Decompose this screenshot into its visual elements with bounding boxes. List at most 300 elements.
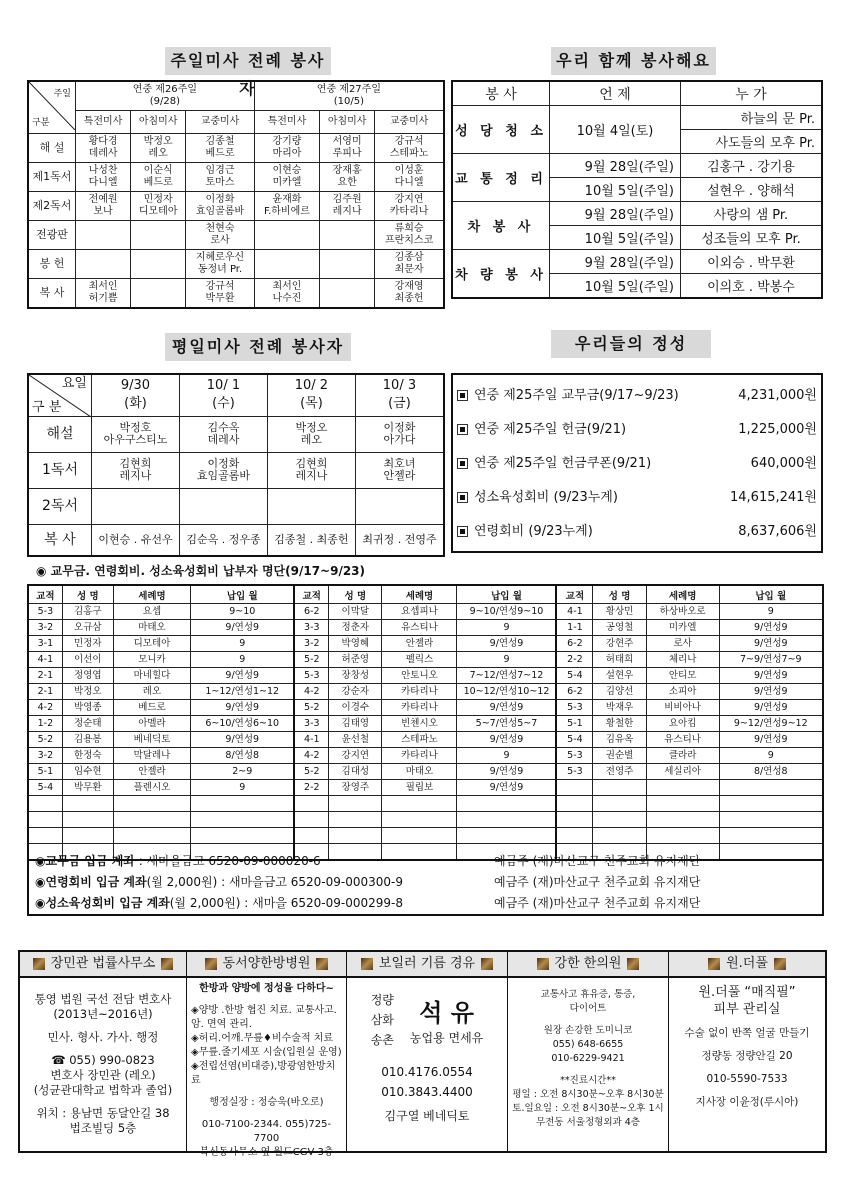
baptismal-name: 최종헌	[394, 293, 424, 304]
mass-header: 아침미사	[131, 111, 186, 134]
service-date: 9월 28일(주일)	[550, 202, 681, 226]
corner-top-label: 주일	[53, 89, 71, 99]
ad-line: ☎ 055) 990-0823	[51, 1053, 155, 1067]
row-label: 복 사	[28, 524, 92, 556]
donor-name: 오규삼	[62, 620, 113, 636]
baptismal-name: 필립보	[382, 780, 457, 796]
ad-line	[673, 1087, 821, 1095]
ad-line	[512, 1016, 664, 1024]
parish-zone: 2-1	[28, 668, 62, 684]
baptismal-name: 안토니오	[382, 668, 457, 684]
parish-zone: 5-3	[556, 700, 592, 716]
ad-title: 장민관 법률사무소	[50, 956, 156, 971]
baptismal-name	[382, 796, 457, 812]
baptismal-name: 베드로	[113, 700, 190, 716]
paid-months: 2~9	[191, 764, 295, 780]
table-row	[28, 732, 823, 748]
parish-zone: 6-2	[556, 636, 592, 652]
corner-cell	[28, 374, 92, 416]
donor-name: 정순태	[62, 716, 113, 732]
baptismal-name: 베드로	[143, 177, 173, 188]
name: 강재영	[394, 281, 424, 292]
ad-line	[24, 1022, 182, 1030]
table-row	[452, 202, 822, 226]
baptismal-name	[646, 828, 719, 844]
table-row	[28, 716, 823, 732]
name: 박정호	[119, 421, 152, 434]
name: 윤재화	[272, 194, 302, 205]
name: 이순식	[143, 165, 173, 176]
decor-square-icon	[33, 958, 45, 970]
name: 김종삼	[394, 252, 424, 263]
account-label: ◉연령회비 입금 계좌	[35, 875, 147, 889]
server-cell	[267, 452, 355, 488]
baptismal-name: 안티모	[646, 668, 719, 684]
column-header: 교적	[294, 585, 328, 604]
row-label: 봉 헌	[28, 250, 76, 279]
table-row	[28, 828, 823, 844]
account-line	[29, 872, 822, 893]
baptismal-name: 최문자	[394, 264, 424, 275]
paid-months: 9/연성9	[719, 636, 823, 652]
baptismal-name	[113, 812, 190, 828]
weekday-title: 평일미사 전례 봉사자	[165, 333, 351, 361]
parish-zone: 5-4	[28, 780, 62, 796]
baptismal-name: 마리아	[272, 148, 302, 159]
name: 이성훈	[394, 165, 424, 176]
donor-name: 권순별	[593, 748, 646, 764]
table-row	[28, 780, 823, 796]
donor-name: 박영혜	[329, 636, 382, 652]
offering-item	[457, 481, 817, 515]
parish-zone: 2-2	[294, 780, 328, 796]
server-cell	[76, 279, 131, 309]
baptismal-name: 레지나	[119, 469, 152, 482]
row-label: 제2독서	[28, 192, 76, 221]
ad-line: 원.더풀 “매직필”	[698, 985, 796, 1000]
donor-name: 강지연	[329, 748, 382, 764]
ad-line: 변호사 장민관 (레오)	[50, 1068, 156, 1082]
ad-line: 정량동 정량안길 20	[701, 1050, 793, 1062]
offering-label-wrap	[457, 515, 593, 549]
ad-line: 평일 : 오전 8시30분~오후 8시30분	[512, 1089, 664, 1100]
column-header: 세례명	[646, 585, 719, 604]
baptismal-name: 허기쁨	[88, 293, 118, 304]
mass-header: 특전미사	[254, 111, 319, 134]
donor-name: 강순자	[329, 684, 382, 700]
donor-name	[62, 812, 113, 828]
service-who: 설현우 . 양해석	[681, 178, 823, 202]
server-cell	[254, 163, 319, 192]
offering-label-wrap	[457, 413, 626, 447]
baptismal-name: 카타리나	[382, 684, 457, 700]
parish-zone: 3-3	[294, 620, 328, 636]
checkbox-square-icon	[457, 390, 468, 401]
offering-item	[457, 413, 817, 447]
column-header: 납입 월	[719, 585, 823, 604]
server-cell	[92, 524, 180, 556]
table-row	[28, 604, 823, 620]
phone: 010.4176.0554	[381, 1065, 473, 1079]
service-date: 10월 5일(주일)	[550, 274, 681, 299]
ad-line: 무전동 서울정형외과 4층	[536, 1117, 640, 1128]
paid-months: 9/연성9	[191, 668, 295, 684]
week-header: 연중 제27주일 (10/5)	[254, 81, 444, 111]
baptismal-name: 박무환	[205, 293, 235, 304]
name: 이현승	[272, 165, 302, 176]
decor-square-icon	[708, 958, 720, 970]
baptismal-name: 마네힐다	[113, 668, 190, 684]
ad-line: ◈양방 .한방 협진 치료. 교통사고.	[191, 1005, 337, 1016]
donor-name: 장영주	[329, 780, 382, 796]
baptismal-name: 카타리나	[382, 748, 457, 764]
paid-months	[457, 828, 557, 844]
donor-name: 박정오	[62, 684, 113, 700]
server-cell	[186, 163, 255, 192]
corner-top-label: 요일	[61, 376, 87, 391]
baptismal-name: 아멜라	[113, 716, 190, 732]
baptismal-name: 나수진	[272, 293, 302, 304]
donor-name: 박무환	[62, 780, 113, 796]
server-cell	[186, 221, 255, 250]
header-when: 언 제	[550, 81, 681, 106]
server-cell	[355, 416, 444, 452]
baptismal-name: 보나	[93, 206, 113, 217]
table-row	[28, 620, 823, 636]
name: 임경근	[205, 165, 235, 176]
name: 강기량	[272, 136, 302, 147]
baptismal-name: 디모테아	[113, 636, 190, 652]
donor-name	[593, 780, 646, 796]
table-row	[28, 221, 444, 250]
paid-months: 9/연성9	[457, 636, 557, 652]
baptismal-name	[646, 812, 719, 828]
baptismal-name: 효임골롬바	[195, 206, 245, 217]
server-cell	[92, 416, 180, 452]
name: 천현숙	[205, 223, 235, 234]
donor-name: 이막달	[329, 604, 382, 620]
paid-months	[719, 812, 823, 828]
server-cell	[92, 488, 180, 524]
donor-name: 이선이	[62, 652, 113, 668]
account-info	[27, 851, 824, 916]
baptismal-name: 동정녀 Pr.	[197, 264, 243, 275]
server-cell	[76, 134, 131, 163]
service-date: 10월 5일(주일)	[550, 226, 681, 250]
ad-line: 암. 면역 관리.	[191, 1019, 253, 1030]
column-header: 성 명	[593, 585, 646, 604]
baptismal-name: 마태오	[382, 764, 457, 780]
ad-law-office	[20, 952, 187, 1151]
table-row	[28, 636, 823, 652]
row-label: 1독서	[28, 452, 92, 488]
donor-name: 정영엽	[62, 668, 113, 684]
decor-square-icon	[627, 958, 639, 970]
column-header: 교적	[556, 585, 592, 604]
account-detail: (월 2,000원) : 새마을 6520-09-000299-8	[169, 896, 403, 910]
account-line	[29, 893, 822, 914]
table-row	[28, 812, 823, 828]
parish-zone	[556, 828, 592, 844]
server-cell	[267, 416, 355, 452]
offering-title: 우리들의 정성	[551, 330, 711, 358]
table-row	[28, 764, 823, 780]
paid-months: 9	[719, 748, 823, 764]
account-label: ◉교무금 입금 계좌	[35, 854, 135, 868]
baptismal-name: 플렌시오	[113, 780, 190, 796]
parish-zone	[556, 812, 592, 828]
ad-line: 055) 648-6655	[552, 1039, 624, 1050]
server-cell	[375, 221, 444, 250]
server-cell	[320, 250, 375, 279]
decor-square-icon	[361, 958, 373, 970]
server-cell	[131, 163, 186, 192]
ad-line: 북신동사무소 옆 월드CGV 3층	[199, 1147, 334, 1158]
service-name: 교 통 정 리	[452, 154, 550, 202]
service-name: 차 량 봉 사	[452, 250, 550, 299]
paid-months	[457, 812, 557, 828]
donor-name: 박영종	[62, 700, 113, 716]
ad-line	[673, 1018, 821, 1026]
server-cell	[76, 221, 131, 250]
day-header: 10/ 2 (목)	[267, 374, 355, 416]
oil-headline: 석 유	[419, 998, 474, 1027]
baptismal-name: 스테파노	[382, 732, 457, 748]
server-cell	[179, 524, 267, 556]
baptismal-name: 레오	[148, 148, 168, 159]
baptismal-name: 안젤라	[113, 764, 190, 780]
decor-square-icon	[481, 958, 493, 970]
service-date: 9월 28일(주일)	[550, 154, 681, 178]
checkbox-square-icon	[457, 492, 468, 503]
donor-name: 강현주	[593, 636, 646, 652]
parish-zone	[294, 828, 328, 844]
paid-months: 10~12/연성10~12	[457, 684, 557, 700]
table-row	[28, 452, 444, 488]
table-row	[28, 250, 444, 279]
server-cell	[186, 279, 255, 309]
paid-months	[191, 812, 295, 828]
table-row	[28, 279, 444, 309]
service-date: 10월 5일(주일)	[550, 178, 681, 202]
server-cell	[254, 221, 319, 250]
parish-zone: 4-1	[28, 652, 62, 668]
ad-line	[191, 1110, 342, 1118]
baptismal-name	[113, 828, 190, 844]
server-cell	[375, 279, 444, 309]
decor-square-icon	[161, 958, 173, 970]
ad-skincare	[669, 952, 825, 1151]
corner-bottom-label: 구 분	[32, 399, 62, 415]
phone: 010.3843.4400	[381, 1085, 473, 1099]
checkbox-square-icon	[457, 458, 468, 469]
offering-amount: 1,225,000원	[738, 422, 817, 437]
name: 최서인	[272, 281, 302, 292]
baptismal-name	[646, 796, 719, 812]
paid-months: 8/연성8	[191, 748, 295, 764]
parish-zone: 5-3	[556, 764, 592, 780]
paid-months: 6~10/연성6~10	[191, 716, 295, 732]
donor-name: 박재우	[593, 700, 646, 716]
parish-zone: 1-2	[28, 716, 62, 732]
table-row	[452, 154, 822, 178]
donor-name	[62, 796, 113, 812]
donor-name	[593, 796, 646, 812]
name: 전예원	[88, 194, 118, 205]
server-cell	[131, 134, 186, 163]
server-cell	[355, 488, 444, 524]
service-name: 성 당 청 소	[452, 106, 550, 154]
baptismal-name: 막달레나	[113, 748, 190, 764]
name: 황다경	[88, 136, 118, 147]
table-row	[28, 524, 444, 556]
donor-name: 허준영	[329, 652, 382, 668]
ad-line: 010-7100-2344. 055)725-7700	[201, 1119, 332, 1144]
server-cell	[320, 221, 375, 250]
service-who: 성조들의 모후 Pr.	[681, 226, 823, 250]
paid-months: 9~10/연성9~10	[457, 604, 557, 620]
row-label: 제1독서	[28, 163, 76, 192]
parish-zone: 1-1	[556, 620, 592, 636]
baptismal-name: 카타리나	[382, 700, 457, 716]
corner-bottom-label: 구분	[32, 118, 50, 128]
server-cell	[179, 488, 267, 524]
parish-zone: 6-2	[294, 604, 328, 620]
server-cell	[186, 134, 255, 163]
parish-zone: 5-3	[556, 748, 592, 764]
mass-header: 교중미사	[186, 111, 255, 134]
offering-label-wrap	[457, 379, 679, 413]
row-label: 전광판	[28, 221, 76, 250]
baptismal-name: 체리나	[646, 652, 719, 668]
column-header: 성 명	[329, 585, 382, 604]
baptismal-name: 요아킴	[646, 716, 719, 732]
decor-square-icon	[316, 958, 328, 970]
parish-zone: 5-2	[28, 732, 62, 748]
paid-months: 9/연성9	[457, 764, 557, 780]
parish-zone: 4-2	[294, 684, 328, 700]
paid-months: 9/연성9	[719, 620, 823, 636]
name: 박정오	[143, 136, 173, 147]
ad-line: 지사장 이윤정(루시아)	[695, 1096, 799, 1108]
server-cell	[76, 163, 131, 192]
baptismal-name: 효임골롬바	[196, 469, 251, 482]
baptismal-name: 레오	[300, 433, 323, 446]
service-who: 이외승 . 박무환	[681, 250, 823, 274]
table-row	[452, 250, 822, 274]
baptismal-name: 베드로	[205, 148, 235, 159]
row-label: 해 설	[28, 134, 76, 163]
server-cell	[267, 488, 355, 524]
server-cell	[320, 192, 375, 221]
paid-months: 9/연성9	[191, 700, 295, 716]
ad-line: (2013년~2016년)	[53, 1007, 153, 1021]
ad-line: 다이어트	[569, 1003, 607, 1014]
server-cell	[76, 250, 131, 279]
server-cell	[76, 192, 131, 221]
paid-months: 7~12/연성7~12	[457, 668, 557, 684]
name: 김현희	[295, 457, 328, 470]
ad-line	[191, 1088, 342, 1096]
row-label: 복 사	[28, 279, 76, 309]
paid-months: 9/연성9	[457, 700, 557, 716]
baptismal-name: 레지나	[332, 206, 362, 217]
baptismal-name: 하상바오로	[646, 604, 719, 620]
ad-line: 수술 없이 반쪽 얼굴 만들기	[684, 1027, 810, 1039]
donor-name	[329, 796, 382, 812]
ad-line: 위치 : 용남면 동달안길 38	[36, 1106, 170, 1120]
server-cell	[320, 279, 375, 309]
decor-square-icon	[774, 958, 786, 970]
paid-months	[719, 796, 823, 812]
ad-line: ◈허리.어깨.무릎♦비수술적 치료	[191, 1033, 334, 1044]
table-row	[28, 652, 823, 668]
parish-zone	[28, 796, 62, 812]
ad-line: 교통사고 휴유증, 통증,	[540, 989, 636, 1000]
baptismal-name: 데레사	[207, 433, 240, 446]
parish-zone: 5-3	[294, 668, 328, 684]
server-cell	[254, 279, 319, 309]
server-cell	[355, 452, 444, 488]
donor-name: 김용봉	[62, 732, 113, 748]
oil-subtitle: 농업용 면세유	[409, 1030, 484, 1045]
donor-name: 임수현	[62, 764, 113, 780]
baptismal-name: 카타리나	[389, 206, 429, 217]
server-cell	[179, 452, 267, 488]
paid-months: 9/연성9	[191, 732, 295, 748]
paid-months: 9/연성9	[457, 780, 557, 796]
paid-months	[457, 796, 557, 812]
ad-hospital	[187, 952, 347, 1158]
day-header: 9/30 (화)	[92, 374, 180, 416]
paid-months	[191, 796, 295, 812]
server-cell	[375, 192, 444, 221]
donor-name	[329, 828, 382, 844]
service-who: 이의호 . 박봉수	[681, 274, 823, 299]
baptismal-name: 미카엘	[272, 177, 302, 188]
server-cell	[131, 221, 186, 250]
paid-months: 9/연성9	[719, 732, 823, 748]
parish-zone: 5-4	[556, 668, 592, 684]
parish-zone: 3-1	[28, 636, 62, 652]
name: 최귀정 . 전영주	[362, 532, 437, 546]
baptismal-name: 루피나	[332, 148, 362, 159]
ad-title: 보일러 기름 경유	[378, 956, 476, 971]
parish-zone: 4-1	[294, 732, 328, 748]
donor-name: 민정자	[62, 636, 113, 652]
server-cell	[355, 524, 444, 556]
paid-months	[719, 828, 823, 844]
offering-amount: 640,000원	[750, 456, 817, 471]
ad-line	[24, 1098, 182, 1106]
baptismal-name: 미카엘	[646, 620, 719, 636]
parish-zone: 3-2	[28, 748, 62, 764]
donor-name: 정춘자	[329, 620, 382, 636]
baptismal-name: 안젤라	[383, 469, 416, 482]
donor-name	[593, 828, 646, 844]
name: 민정자	[143, 194, 173, 205]
paid-months: 9	[191, 780, 295, 796]
offering-label-wrap	[457, 447, 651, 481]
server-cell	[131, 279, 186, 309]
table-row	[28, 796, 823, 812]
together-title: 우리 함께 봉사해요	[551, 47, 716, 75]
parish-zone: 5-2	[294, 652, 328, 668]
donor-name: 이경수	[329, 700, 382, 716]
donor-name: 황철한	[593, 716, 646, 732]
corner-cell	[28, 81, 76, 134]
name: 서영미	[332, 136, 362, 147]
